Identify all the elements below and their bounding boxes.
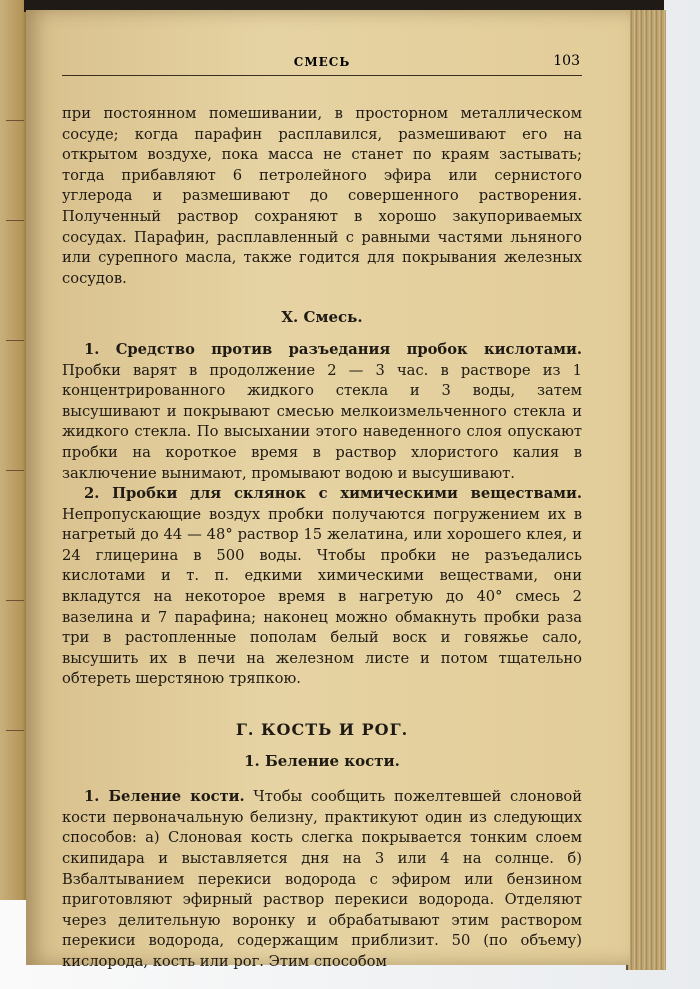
left-page-line <box>6 600 24 601</box>
paragraph-item-3 <box>62 787 582 972</box>
paragraph-continuation: при постоянном помешивании, в просторном металлическом сосуде; когда парафин расплавился, размешивают его на открытом воздухе, пока масса не станет по краям застывать; тогда прибавляют 6 петролейного эфира или сернистого углерода и размешивают до совершенного растворения. Полученный раствор сохраняют в хорошо закупориваемых сосудах. Парафин, расплавленный с равными частями льняного или сурепного масла, также годится для покрывания железных сосудов. <box>62 105 582 287</box>
chapter-title-g: Г. КОСТЬ И РОГ. <box>235 720 409 740</box>
left-page-line <box>6 470 24 471</box>
page-stack-edge <box>626 10 666 970</box>
left-page-line <box>6 340 24 341</box>
item-1-text: Пробки варят в продолжение 2 — 3 час. в растворе из 1 концентрированного жидкого стекла и 3 воды, затем высушивают и покрывают смесью мелкоизмельченного стекла и жидкого стекла. По высыхании этого наведенного слоя опускают пробки на короткое время в раствор хлористого калия в заключение вынимают, промывают водою и высушивают. <box>62 361 582 482</box>
running-head <box>62 55 582 76</box>
left-page-line <box>6 220 24 221</box>
section-title-x: X. Смесь. <box>281 308 363 327</box>
running-head-title: СМЕСЬ <box>293 55 351 69</box>
paragraph-item-2 <box>62 484 582 690</box>
book-page <box>26 10 630 970</box>
item-1-lead: 1. Средство против разъедания пробок кислотами. <box>84 340 582 358</box>
section-title-1: 1. Беление кости. <box>244 751 400 770</box>
item-2-lead: 2. Пробки для склянок с химическими веществами. <box>84 485 582 503</box>
item-2-text: Непропускающие воздух пробки получаются погружением их в нагретый до 44 — 48° раствор 15 желатина, или хорошего клея, и 24 глицерина в 500 воды. Чтобы пробки не разъедались кислотами и т. п. едкими химическими веществами, они вкладутся на некоторое время в нагретую до 40° смесь 2 вазелина и 7 парафина; наконец можно обмакнуть пробки раза три в растопленные пополам белый воск и говяжье сало, высушить их в печи на железном листе и потом тщательно обтереть шерстяною тряпкою. <box>62 505 582 688</box>
item-3-text: Чтобы сообщить пожелтевшей слоновой кости первоначальную белизну, практикуют один из следующих способов: а) Слоновая кость слегка покрывается тонким слоем скипидара и выставляется дня на 3 или 4 на солнце. б) Взбалтыванием перекиси водорода с эфиром или бензином приготовляют эфирный раствор перекиси водорода. Отделяют через делительную воронку и обрабатывают этим раствором перекиси водорода, содержащим приблизит. 50 (по объему) кислорода, кость или рог. Этим способом <box>62 788 582 970</box>
page-number: 103 <box>553 53 580 69</box>
page-body <box>62 104 582 973</box>
left-page-line <box>6 120 24 121</box>
left-page-line <box>6 730 24 731</box>
paragraph-item-1 <box>62 340 582 484</box>
item-3-lead: 1. Беление кости. <box>84 788 245 806</box>
